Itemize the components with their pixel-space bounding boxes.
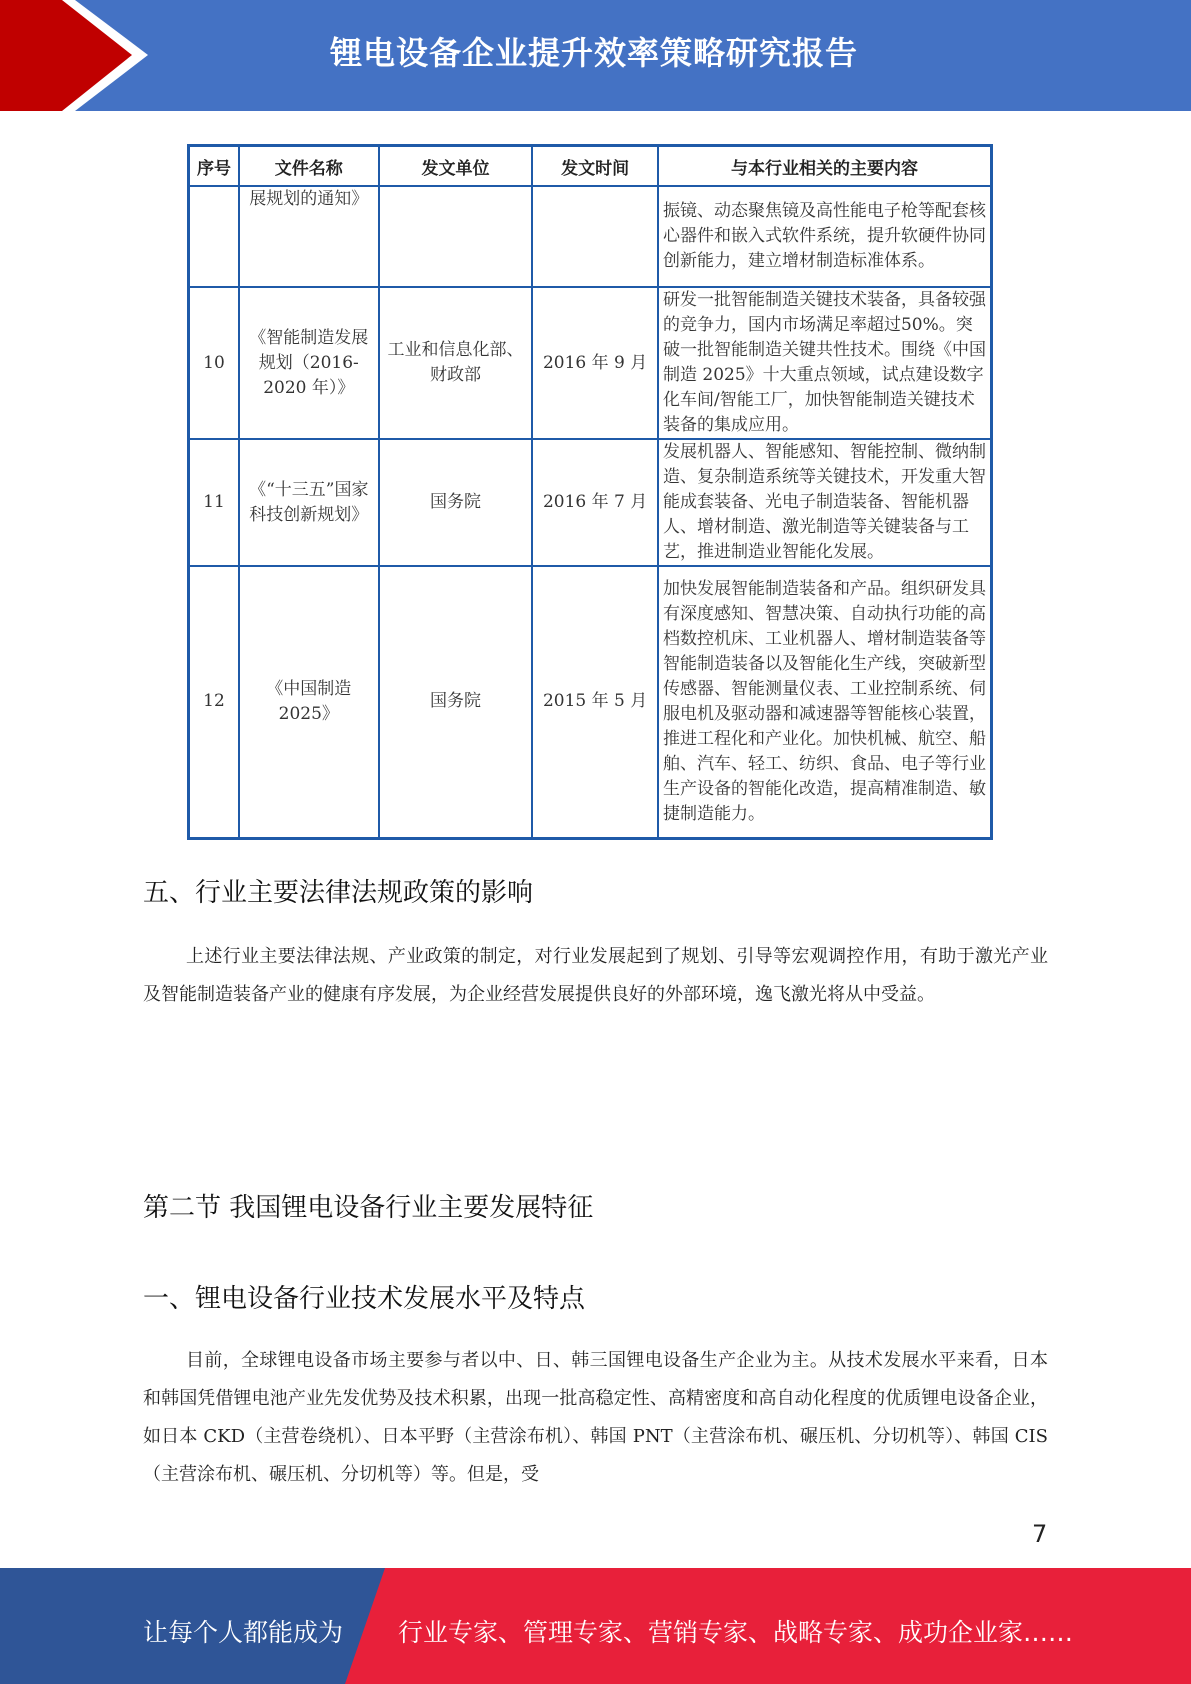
cell-content: 研发一批智能制造关键技术装备，具备较强的竞争力，国内市场满足率超过50%。突破一批智能制造关键共性技术。围绕《中国制造 2025》十大重点领域，试点建设数字化车间/智能工厂，加快智能制造关键技术装备的集成应用。 bbox=[658, 287, 992, 439]
table-row bbox=[189, 186, 992, 287]
cell-document-name: 《“十三五”国家科技创新规划》 bbox=[239, 439, 379, 566]
header-title: 锂电设备企业提升效率策略研究报告 bbox=[330, 34, 859, 72]
cell-date bbox=[532, 186, 658, 287]
cell-content: 加快发展智能制造装备和产品。组织研发具有深度感知、智慧决策、自动执行功能的高档数控机床、工业机器人、增材制造装备等智能制造装备以及智能化生产线，突破新型传感器、智能测量仪表、工业控制系统、伺服电机及驱动器和减速器等智能核心装置，推进工程化和产业化。加快机械、航空、船舶、汽车、轻工、纺织、食品、电子等行业生产设备的智能化改造，提高精准制造、敏捷制造能力。 bbox=[658, 566, 992, 838]
cell-issuer bbox=[379, 186, 533, 287]
table-row bbox=[189, 566, 992, 838]
policy-table bbox=[187, 144, 993, 840]
table-row bbox=[189, 439, 992, 566]
cell-number: 11 bbox=[189, 439, 239, 566]
page-footer bbox=[0, 1568, 1191, 1684]
column-header-issuer: 发文单位 bbox=[379, 146, 533, 187]
cell-number bbox=[189, 186, 239, 287]
cell-content: 振镜、动态聚焦镜及高性能电子枪等配套核心器件和嵌入式软件系统，提升软硬件协同创新能力，建立增材制造标准体系。 bbox=[658, 186, 992, 287]
column-header-number: 序号 bbox=[189, 146, 239, 187]
cell-date: 2016 年 9 月 bbox=[532, 287, 658, 439]
table-row bbox=[189, 287, 992, 439]
cell-document-name: 展规划的通知》 bbox=[239, 186, 379, 287]
section-heading-policy-impact: 五、行业主要法律法规政策的影响 bbox=[143, 878, 534, 908]
cell-content: 发展机器人、智能感知、智能控制、微纳制造、复杂制造系统等关键技术，开发重大智能成套装备、光电子制造装备、智能机器人、增材制造、激光制造等关键装备与工艺，推进制造业智能化发展。 bbox=[658, 439, 992, 566]
chapter-heading-development-features: 第二节 我国锂电设备行业主要发展特征 bbox=[143, 1193, 594, 1223]
paragraph-policy-impact: 上述行业主要法律法规、产业政策的制定，对行业发展起到了规划、引导等宏观调控作用，有助于激光产业及智能制造装备产业的健康有序发展，为企业经营发展提供良好的外部环境，逸飞激光将从中受益。 bbox=[143, 946, 1048, 1005]
page-number: 7 bbox=[1032, 1520, 1048, 1548]
page-header bbox=[0, 0, 1191, 111]
cell-number: 12 bbox=[189, 566, 239, 838]
table-header-row bbox=[189, 146, 992, 187]
cell-issuer: 国务院 bbox=[379, 439, 533, 566]
column-header-document-name: 文件名称 bbox=[239, 146, 379, 187]
cell-issuer: 国务院 bbox=[379, 566, 533, 838]
section-heading-technology-level: 一、锂电设备行业技术发展水平及特点 bbox=[143, 1284, 586, 1314]
footer-slogan-left: 让每个人都能成为 bbox=[143, 1618, 344, 1647]
footer-slogan-right: 行业专家、管理专家、营销专家、战略专家、成功企业家…… bbox=[398, 1618, 1074, 1647]
cell-document-name: 《智能制造发展规划（2016-2020 年）》 bbox=[239, 287, 379, 439]
cell-document-name: 《中国制造 2025》 bbox=[239, 566, 379, 838]
cell-date: 2015 年 5 月 bbox=[532, 566, 658, 838]
cell-number: 10 bbox=[189, 287, 239, 439]
header-arrow-decoration bbox=[0, 0, 150, 111]
paragraph-technology-level: 目前，全球锂电设备市场主要参与者以中、日、韩三国锂电设备生产企业为主。从技术发展水平来看，日本和韩国凭借锂电池产业先发优势及技术积累，出现一批高稳定性、高精密度和高自动化程度的优质锂电设备企业，如日本 CKD（主营卷绕机）、日本平野（主营涂布机）、韩国 PNT（主营涂布机、碾压机、分切机等）、韩国 CIS（主营涂布机、碾压机、分切机等）等。但是，受 bbox=[143, 1350, 1048, 1485]
column-header-date: 发文时间 bbox=[532, 146, 658, 187]
column-header-content: 与本行业相关的主要内容 bbox=[658, 146, 992, 187]
cell-issuer: 工业和信息化部、财政部 bbox=[379, 287, 533, 439]
cell-date: 2016 年 7 月 bbox=[532, 439, 658, 566]
